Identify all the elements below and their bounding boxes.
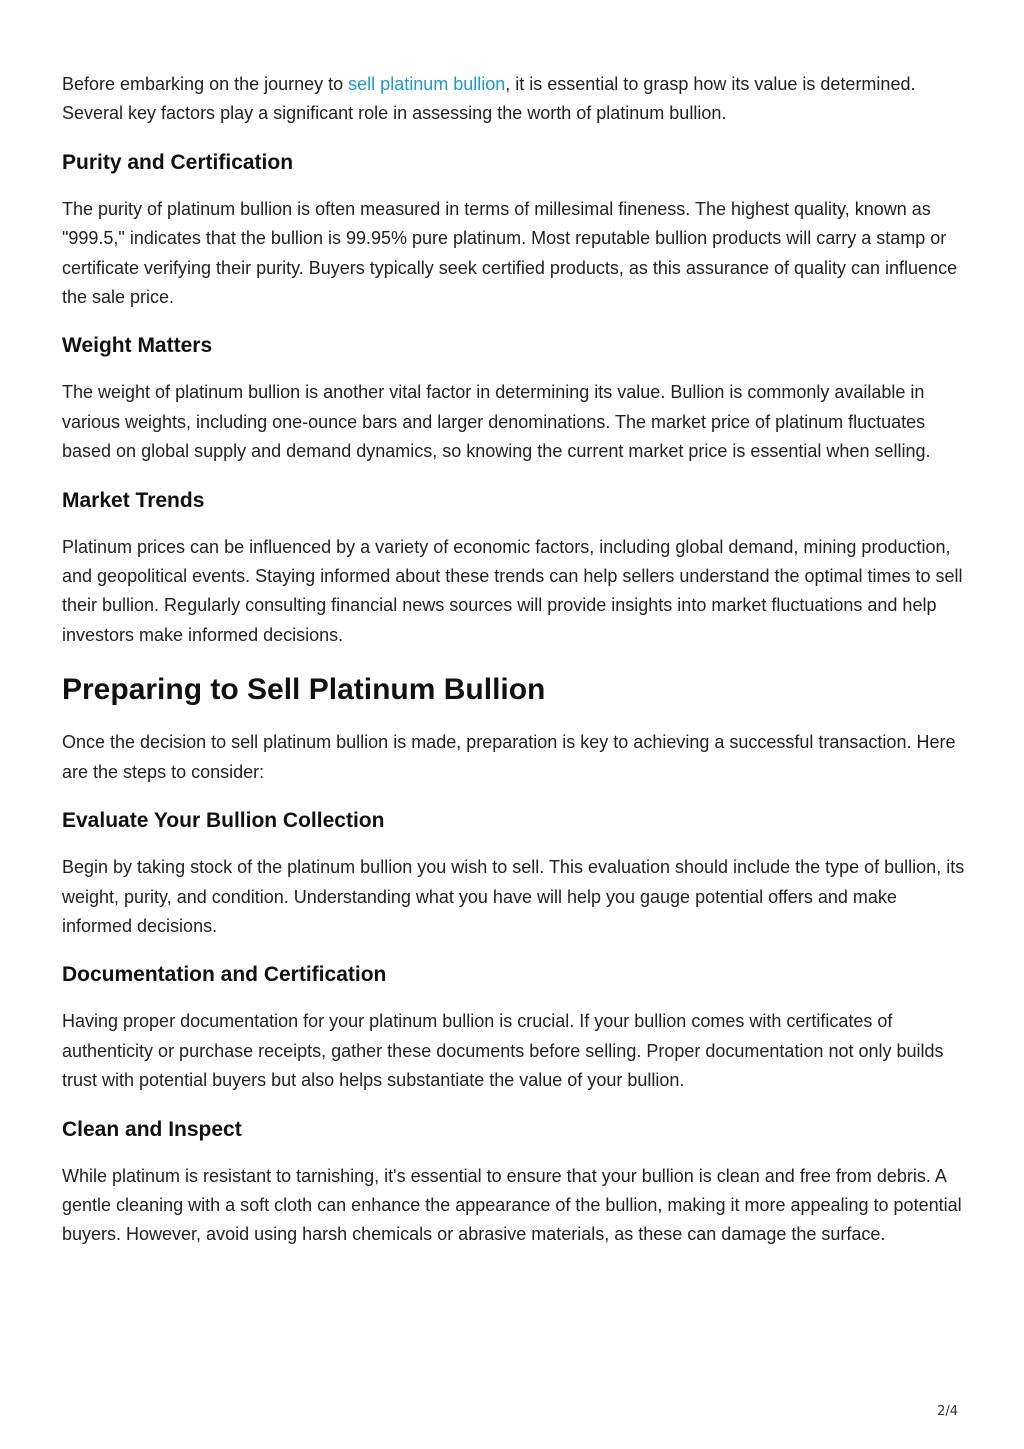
section-body-market-trends: Platinum prices can be influenced by a variety of economic factors, including global demand, mining production, and geopolitical events. Staying informed about these trends can help sellers understand the optimal times to sell their bullion. Regularly consulting financial news sources will provide insights into market fluctuations and help investors make informed decisions. xyxy=(62,536,963,645)
page-number: 2/4 xyxy=(937,1404,958,1419)
intro-text-after-link: , it is essential to grasp how its value is determined. Several key factors play a significant role in assessing the worth of platinum bullion. xyxy=(62,74,916,124)
intro-text-before-link: Before embarking on the journey to xyxy=(62,74,349,94)
section-heading-documentation: Documentation and Certification xyxy=(62,963,387,987)
intro-paragraph xyxy=(62,70,967,129)
section-body-documentation: Having proper documentation for your platinum bullion is crucial. If your bullion comes with certificates of authenticity or purchase receipts, gather these documents before selling. Proper documentation not only builds trust with potential buyers but also helps substantiate the value of your bullion. xyxy=(62,1011,944,1091)
heading-preparing-to-sell: Preparing to Sell Platinum Bullion xyxy=(62,673,546,707)
section-heading-evaluate: Evaluate Your Bullion Collection xyxy=(62,809,385,833)
section-heading-market-trends: Market Trends xyxy=(62,488,205,512)
section-body-evaluate: Begin by taking stock of the platinum bullion you wish to sell. This evaluation should include the type of bullion, its weight, purity, and condition. Understanding what you have will help you gauge potential offers and make informed decisions. xyxy=(62,857,965,936)
section-body-weight: The weight of platinum bullion is another vital factor in determining its value. Bullion is commonly available in various weights, including one-ounce bars and larger denominations. The market price of platinum fluctuates based on global supply and demand dynamics, so knowing the current market price is essential when selling. xyxy=(62,382,931,462)
section-body-purity: The purity of platinum bullion is often measured in terms of millesimal fineness. The highest quality, known as "999.5," indicates that the bullion is 99.95% pure platinum. Most reputable bullion products will carry a stamp or certificate verifying their purity. Buyers typically seek certified products, as this assurance of quality can influence the sale price. xyxy=(62,198,958,308)
preparing-intro-paragraph: Once the decision to sell platinum bullion is made, preparation is key to achieving a successful transaction. Here are the steps to consider: xyxy=(62,732,956,782)
section-heading-weight: Weight Matters xyxy=(62,334,213,358)
section-heading-clean-inspect: Clean and Inspect xyxy=(62,1117,242,1141)
document-page xyxy=(62,70,967,1250)
sell-platinum-bullion-link[interactable]: sell platinum bullion xyxy=(348,74,506,94)
section-body-clean-inspect: While platinum is resistant to tarnishing, it's essential to ensure that your bullion is clean and free from debris. A gentle cleaning with a soft cloth can enhance the appearance of the bullion, making it more appealing to potential buyers. However, avoid using harsh chemicals or abrasive materials, as these can damage the surface. xyxy=(62,1165,962,1245)
section-heading-purity: Purity and Certification xyxy=(62,150,294,174)
